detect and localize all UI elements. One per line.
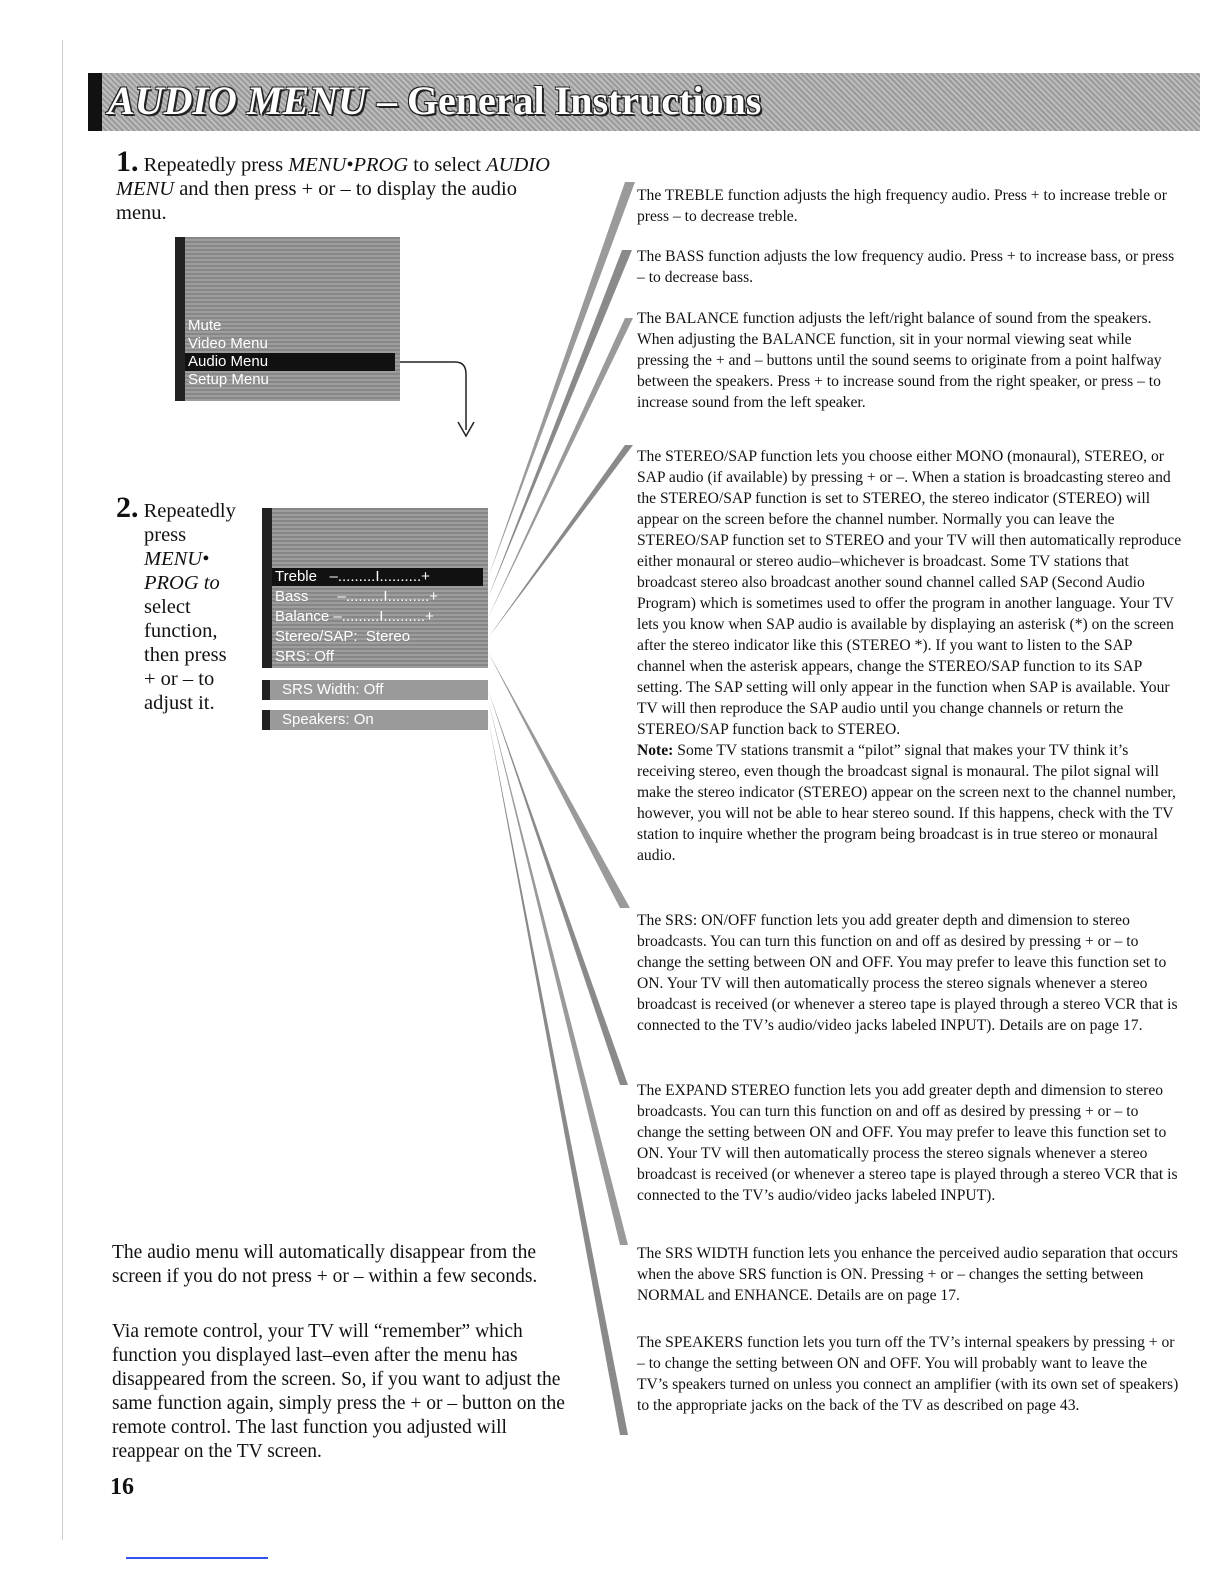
page-title: AUDIO MENU – General Instructions <box>108 78 762 123</box>
treble-description: The TREBLE function adjusts the high frequency audio. Press + to increase treble or press – to decrease treble. <box>637 187 1167 225</box>
speakers-description: The SPEAKERS function lets you turn off the TV’s internal speakers by pressing + or – to change the setting between ON and OFF. You will probably want to leave the TV’s speakers turned on unless you connect an amplifier (with its own set of speakers) to the appropriate jacks on the back of the TV as described on page 43. <box>637 1334 1179 1414</box>
step-2: 2. Repeatedly press MENU• PROG to select function, then press + or – to adjust it. <box>116 491 236 714</box>
footer-rule <box>126 1557 268 1559</box>
audio-item-treble: Treble –.........I..........+ <box>272 568 483 586</box>
connector-line <box>400 362 466 430</box>
step-number: 1. <box>116 145 139 178</box>
stereo-sap-description: The STEREO/SAP function lets you choose either MONO (monaural), STEREO, or SAP audio (if available) by pressing + or –. When a station is broadcasting stereo and the STEREO/SAP function is set to STEREO, the stereo indicator (STEREO) will appear on the screen before the channel number. Normally you can leave the STEREO/SAP function set to STEREO and your TV will then automatically reproduce either monaural or stereo audio–whichever is broadcast. Some TV stations that broadcast stereo also broadcast another sound channel called SAP (Second Audio Program) which is sometimes used to offer the program in another language. Your TV lets you know when SAP audio is available by displaying an asterisk (*) on the screen after the stereo indicator like this (STEREO *). If you want to listen to the SAP channel when the asterisk appears, change the STEREO/SAP function to its SAP setting. The SAP setting will only appear in the function when SAP is available. Your TV will then reproduce the SAP audio until you change channels or return the STEREO/SAP function back to STEREO. Note: Some TV stations transmit a “pilot” signal that makes your TV think it’s receiving stereo, even though the broadcast signal is monaural. The pilot signal will make the stereo indicator (STEREO) appear on the screen next to the channel number, however, you will not be able to hear stereo sound. If this happens, check with the TV station to inquire whether the program being broadcast is in true stereo or monaural audio. <box>637 448 1182 864</box>
step-1: 1. Repeatedly press MENU•PROG to select AUDIO MENU and then press + or – to display the audio menu. <box>116 145 550 224</box>
audio-item-srs-width: SRS Width: Off <box>262 680 488 700</box>
srs-description: The SRS: ON/OFF function lets you add greater depth and dimension to stereo broadcasts. You can turn this function on and off as desired by pressing + or – to change the setting between ON and OFF. You may prefer to leave this function set to ON. Your TV will then automatically process the stereo signals whenever a stereo broadcast is received (or whenever a stereo tape is played through a stereo VCR that is connected to the TV’s audio/video jacks labeled INPUT). Details are on page 17. <box>637 912 1178 1034</box>
ray-expand <box>488 690 628 1085</box>
audio-menu-screen <box>262 508 488 668</box>
note-remember-function: Via remote control, your TV will “remember” which function you displayed last–even after the menu has disappeared from the screen. So, if you want to adjust the same function again, simply press the + or – button on the remote control. The last function you adjusted will reappear on the TV screen. <box>112 1321 565 1462</box>
balance-description: The BALANCE function adjusts the left/right balance of sound from the speakers. When adjusting the BALANCE function, sit in your normal viewing seat while pressing the + and – buttons until the sound seems to originate from a point halfway between the speakers. Press + to increase sound from the right speaker, or press – to increase sound from the left speaker. <box>637 310 1162 411</box>
menu-item-setup: Setup Menu <box>188 371 269 388</box>
bass-description: The BASS function adjusts the low frequency audio. Press + to increase bass, or press – to decrease bass. <box>637 248 1175 286</box>
audio-item-speakers: Speakers: On <box>262 710 488 730</box>
expand-stereo-description: The EXPAND STEREO function lets you add greater depth and dimension to stereo broadcasts. You can turn this function on and off as desired by pressing + or – to change the setting between ON and OFF. You may prefer to leave this function set to ON. Your TV will then automatically process the stereo signals whenever a stereo broadcast is received (or whenever a stereo tape is played through a stereo VCR that is connected to the TV’s audio/video jacks labeled INPUT). <box>637 1082 1178 1204</box>
ray-treble <box>488 182 635 578</box>
audio-item-srs: SRS: Off <box>275 648 334 665</box>
page-number: 16 <box>110 1474 134 1500</box>
menu-item-mute: Mute <box>188 317 222 334</box>
menu-item-audio: Audio Menu <box>185 353 395 371</box>
pilot-note: Some TV stations transmit a “pilot” signal that makes your TV think it’s receiving stereo, even though the broadcast signal is monaural. The pilot signal will make the stereo indicator (STEREO) appear on the screen next to the channel number, however, you will not be able to hear stereo sound. If this happens, check with the TV station to inquire whether the program being broadcast is in true stereo or monaural audio. <box>637 742 1176 864</box>
ray-stereo <box>488 445 633 638</box>
audio-item-stereo-sap: Stereo/SAP: Stereo <box>275 628 411 645</box>
note-label: Note: <box>637 742 674 759</box>
audio-item-balance: Balance –.........I..........+ <box>275 608 434 625</box>
menu-item-video: Video Menu <box>188 335 268 352</box>
step-number: 2. <box>116 491 139 524</box>
audio-item-bass: Bass –.........I..........+ <box>275 588 438 605</box>
ray-bass <box>488 250 632 598</box>
note-auto-disappear: The audio menu will automatically disappear from the screen if you do not press + or – within a few seconds. <box>112 1242 538 1287</box>
ray-srs <box>488 652 630 908</box>
srs-width-description: The SRS WIDTH function lets you enhance the perceived audio separation that occurs when the above SRS function is ON. Pressing + or – changes the setting between NORMAL and ENHANCE. Details are on page 17. <box>637 1245 1178 1304</box>
